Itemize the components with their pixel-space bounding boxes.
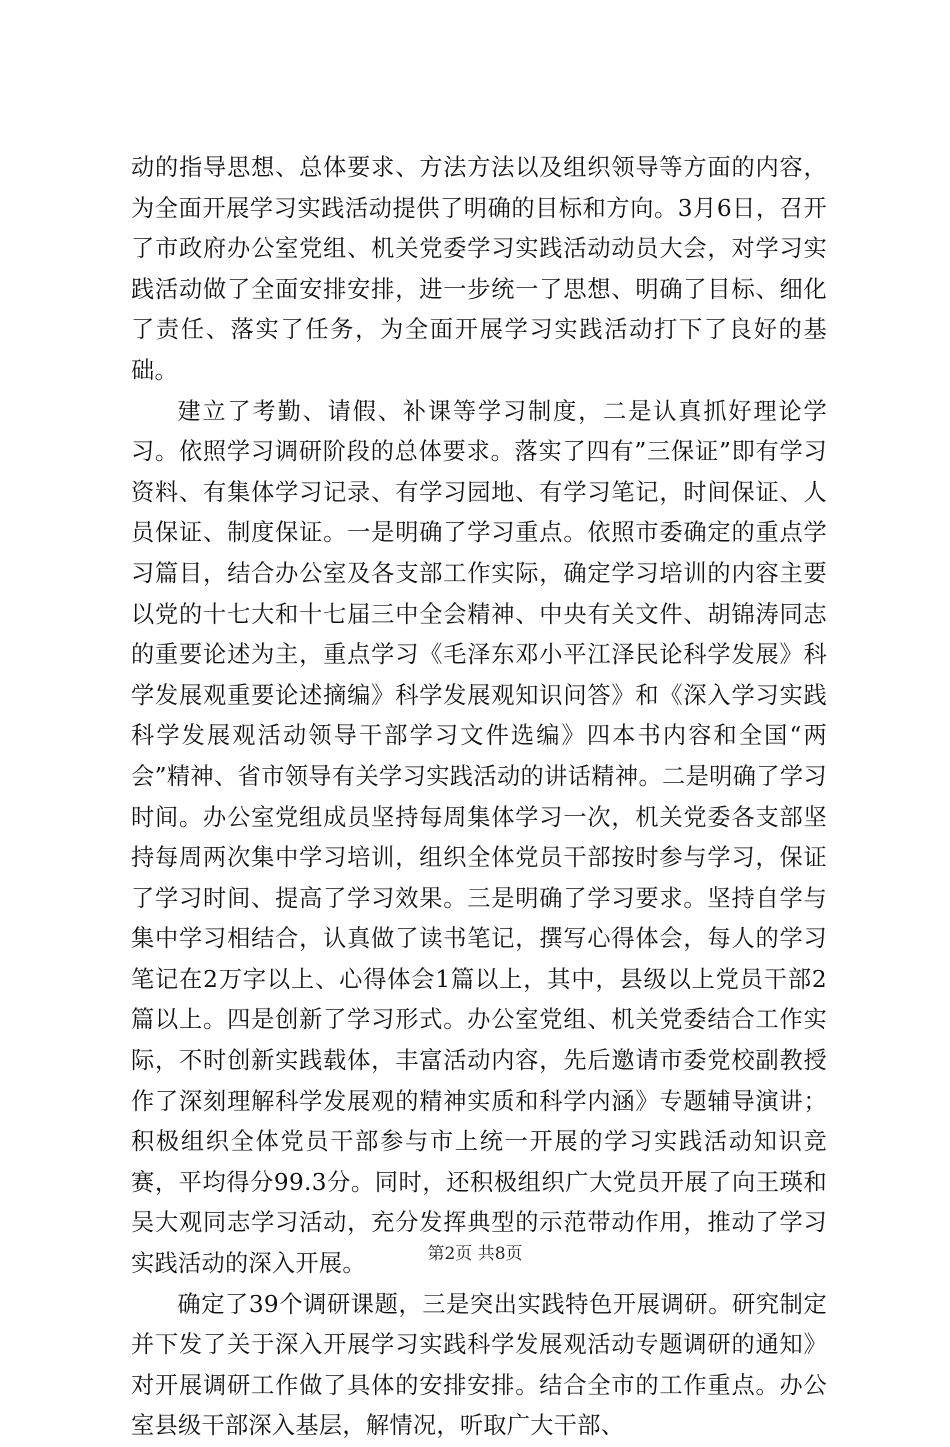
paragraph-3: 确定了39个调研课题，三是突出实践特色开展调研。研究制定并下发了关于深入开展学习实践科学发展观活动专题调研的通知》对开展调研工作做了具体的安排安排。结合全市的工作重点。办公室县级干部深入基层，解情况，听取广大干部、 [131, 1290, 827, 1440]
paragraph-2: 建立了考勤、请假、补课等学习制度，二是认真抓好理论学习。依照学习调研阶段的总体要求。落实了四有”三保证”即有学习资料、有集体学习记录、有学习园地、有学习笔记，时间保证、人员保证、制度保证。一是明确了学习重点。依照市委确定的重点学习篇目，结合办公室及各支部工作实际，确定学习培训的内容主要以党的十七大和十七届三中全会精神、中央有关文件、胡锦涛同志的重要论述为主，重点学习《毛泽东邓小平江泽民论科学发展》科学发展观重要论述摘编》科学发展观知识问答》和《深入学习实践科学发展观活动领导干部学习文件选编》四本书内容和全国“两会”精神、省市领导有关学习实践活动的讲话精神。二是明确了学习时间。办公室党组成员坚持每周集体学习一次，机关党委各支部坚持每周两次集中学习培训，组织全体党员干部按时参与学习，保证了学习时间、提高了学习效果。三是明确了学习要求。坚持自学与集中学习相结合，认真做了读书笔记，撰写心得体会，每人的学习笔记在2万字以上、心得体会1篇以上，其中，县级以上党员干部2篇以上。四是创新了学习形式。办公室党组、机关党委结合工作实际，不时创新实践载体，丰富活动内容，先后邀请市委党校副教授作了深刻理解科学发展观的精神实质和科学内涵》专题辅导演讲；积极组织全体党员干部参与市上统一开展的学习实践活动知识竞赛，平均得分99.3分。同时，还积极组织广大党员开展了向王瑛和吴大观同志学习活动，充分发挥典型的示范带动作用，推动了学习实践活动的深入开展。 [131, 397, 827, 1278]
paragraph-1: 动的指导思想、总体要求、方法方法以及组织领导等方面的内容，为全面开展学习实践活动提供了明确的目标和方向。3月6日，召开了市政府办公室党组、机关党委学习实践活动动员大会，对学习实践活动做了全面安排安排，进一步统一了思想、明确了目标、细化了责任、落实了任务，为全面开展学习实践活动打下了良好的基础。 [131, 154, 827, 384]
page-footer: 第2页 共8页 [427, 1244, 523, 1264]
